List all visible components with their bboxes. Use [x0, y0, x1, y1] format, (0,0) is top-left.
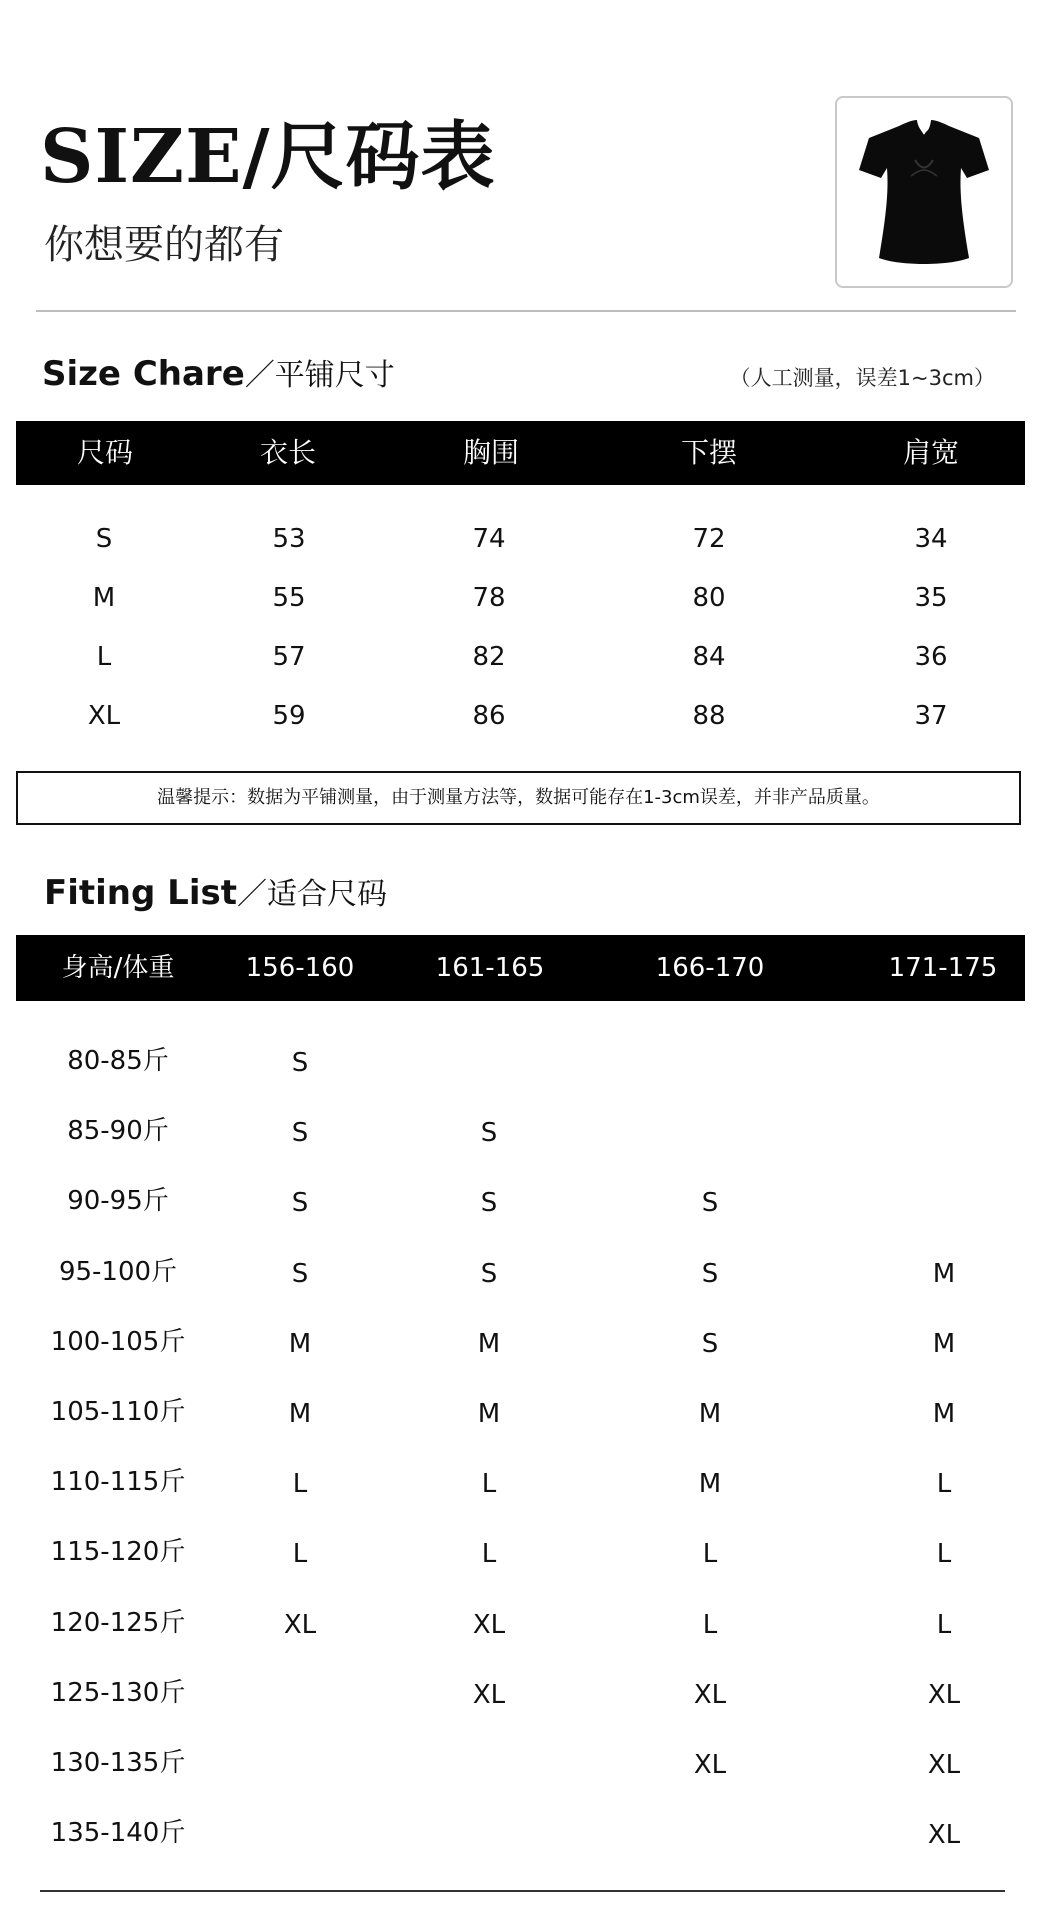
fitting-cell: XL [283, 1610, 317, 1640]
size-chart-header-length: 衣长 [259, 436, 317, 469]
size-chart-header-hem: 下摆 [680, 436, 738, 469]
fitting-cell: M [477, 1329, 501, 1359]
size-chart-title [42, 352, 395, 398]
weight-range-label: 130-135斤 [50, 1748, 186, 1778]
size-chart-cell: L [96, 642, 112, 672]
fitting-cell: S [291, 1118, 309, 1148]
weight-range-label: 80-85斤 [67, 1046, 169, 1076]
fitting-cell: S [701, 1259, 719, 1289]
fitting-list-title-en: Fiting List [44, 873, 237, 913]
fitting-cell: L [936, 1539, 952, 1569]
fitting-cell: S [291, 1188, 309, 1218]
weight-range-label: 90-95斤 [67, 1186, 169, 1216]
fitting-cell: M [932, 1329, 956, 1359]
weight-range-label: 120-125斤 [50, 1608, 186, 1638]
weight-range-label: 95-100斤 [58, 1257, 178, 1287]
fitting-cell: M [932, 1259, 956, 1289]
fitting-cell: M [698, 1399, 722, 1429]
fitting-list-title [44, 871, 387, 917]
tip-text: 温馨提示：数据为平铺测量，由于测量方法等，数据可能存在1-3cm误差，并非产品质量。 [157, 787, 880, 808]
size-chart-cell: 74 [472, 524, 506, 554]
size-chart-header [16, 421, 1025, 485]
weight-range-label: 135-140斤 [50, 1818, 186, 1848]
size-chart-cell: 80 [692, 583, 726, 613]
fitting-cell: XL [693, 1680, 727, 1710]
size-chart-cell: 36 [914, 642, 948, 672]
fitting-list-header [16, 935, 1025, 1001]
fitting-cell: XL [472, 1680, 506, 1710]
size-chart-cell: 57 [272, 642, 306, 672]
fitting-cell: M [932, 1399, 956, 1429]
size-chart-cell: 72 [692, 524, 726, 554]
fitting-cell: L [936, 1610, 952, 1640]
size-chart-cell: M [92, 583, 116, 613]
fitting-cell: S [291, 1259, 309, 1289]
fitting-header-156-160: 156-160 [245, 953, 355, 983]
size-chart-cell: 37 [914, 701, 948, 731]
weight-range-label: 100-105斤 [50, 1327, 186, 1357]
footer-divider [40, 1890, 1005, 1892]
fitting-header-171-175: 171-175 [888, 953, 998, 983]
size-chart-header-chest: 胸围 [462, 436, 520, 469]
black-tshirt-icon [837, 98, 1011, 286]
size-chart-cell: 59 [272, 701, 306, 731]
size-chart-cell: XL [87, 701, 121, 731]
fitting-cell: L [481, 1469, 497, 1499]
fitting-cell: S [701, 1188, 719, 1218]
size-chart-title-en: Size Chare [42, 354, 245, 394]
weight-range-label: 115-120斤 [50, 1537, 186, 1567]
fitting-cell: S [480, 1259, 498, 1289]
fitting-cell: M [698, 1469, 722, 1499]
fitting-cell: S [480, 1188, 498, 1218]
fitting-cell: S [291, 1048, 309, 1078]
measurement-note: （人工测量，误差1~3cm） [729, 366, 995, 390]
fitting-cell: XL [472, 1610, 506, 1640]
fitting-cell: M [288, 1329, 312, 1359]
fitting-cell: S [480, 1118, 498, 1148]
weight-range-label: 110-115斤 [50, 1467, 186, 1497]
fitting-header-161-165: 161-165 [435, 953, 545, 983]
weight-range-label: 105-110斤 [50, 1397, 186, 1427]
size-chart-cell: 78 [472, 583, 506, 613]
fitting-cell: L [702, 1539, 718, 1569]
fitting-cell: L [702, 1610, 718, 1640]
size-chart-cell: 88 [692, 701, 726, 731]
fitting-cell: S [701, 1329, 719, 1359]
size-chart-cell: 53 [272, 524, 306, 554]
fitting-cell: M [288, 1399, 312, 1429]
fitting-cell: XL [927, 1680, 961, 1710]
weight-range-label: 85-90斤 [67, 1116, 169, 1146]
fitting-cell: L [292, 1469, 308, 1499]
fitting-cell: L [481, 1539, 497, 1569]
size-chart-cell: 55 [272, 583, 306, 613]
size-chart-header-size: 尺码 [76, 436, 134, 469]
fitting-cell: XL [693, 1750, 727, 1780]
fitting-header-height-weight: 身高/体重 [61, 953, 175, 983]
header-divider [36, 310, 1016, 312]
size-chart-cell: 34 [914, 524, 948, 554]
fitting-cell: XL [927, 1750, 961, 1780]
page-title: SIZE/尺码表 [40, 114, 496, 200]
size-chart-cell: 82 [472, 642, 506, 672]
fitting-cell: XL [927, 1820, 961, 1850]
size-chart-cell: 35 [914, 583, 948, 613]
page-subtitle: 你想要的都有 [44, 222, 284, 268]
fitting-cell: L [936, 1469, 952, 1499]
size-chart-cell: S [95, 524, 113, 554]
fitting-cell: M [477, 1399, 501, 1429]
size-chart-header-shoulder: 肩宽 [902, 436, 960, 469]
fitting-cell: L [292, 1539, 308, 1569]
weight-range-label: 125-130斤 [50, 1678, 186, 1708]
fitting-list-title-cn: ／适合尺码 [236, 877, 387, 912]
size-chart-cell: 84 [692, 642, 726, 672]
fitting-header-166-170: 166-170 [655, 953, 765, 983]
tip-box [16, 771, 1021, 825]
size-chart-cell: 86 [472, 701, 506, 731]
size-chart-title-cn: ／平铺尺寸 [244, 358, 395, 393]
product-thumbnail [835, 96, 1013, 288]
